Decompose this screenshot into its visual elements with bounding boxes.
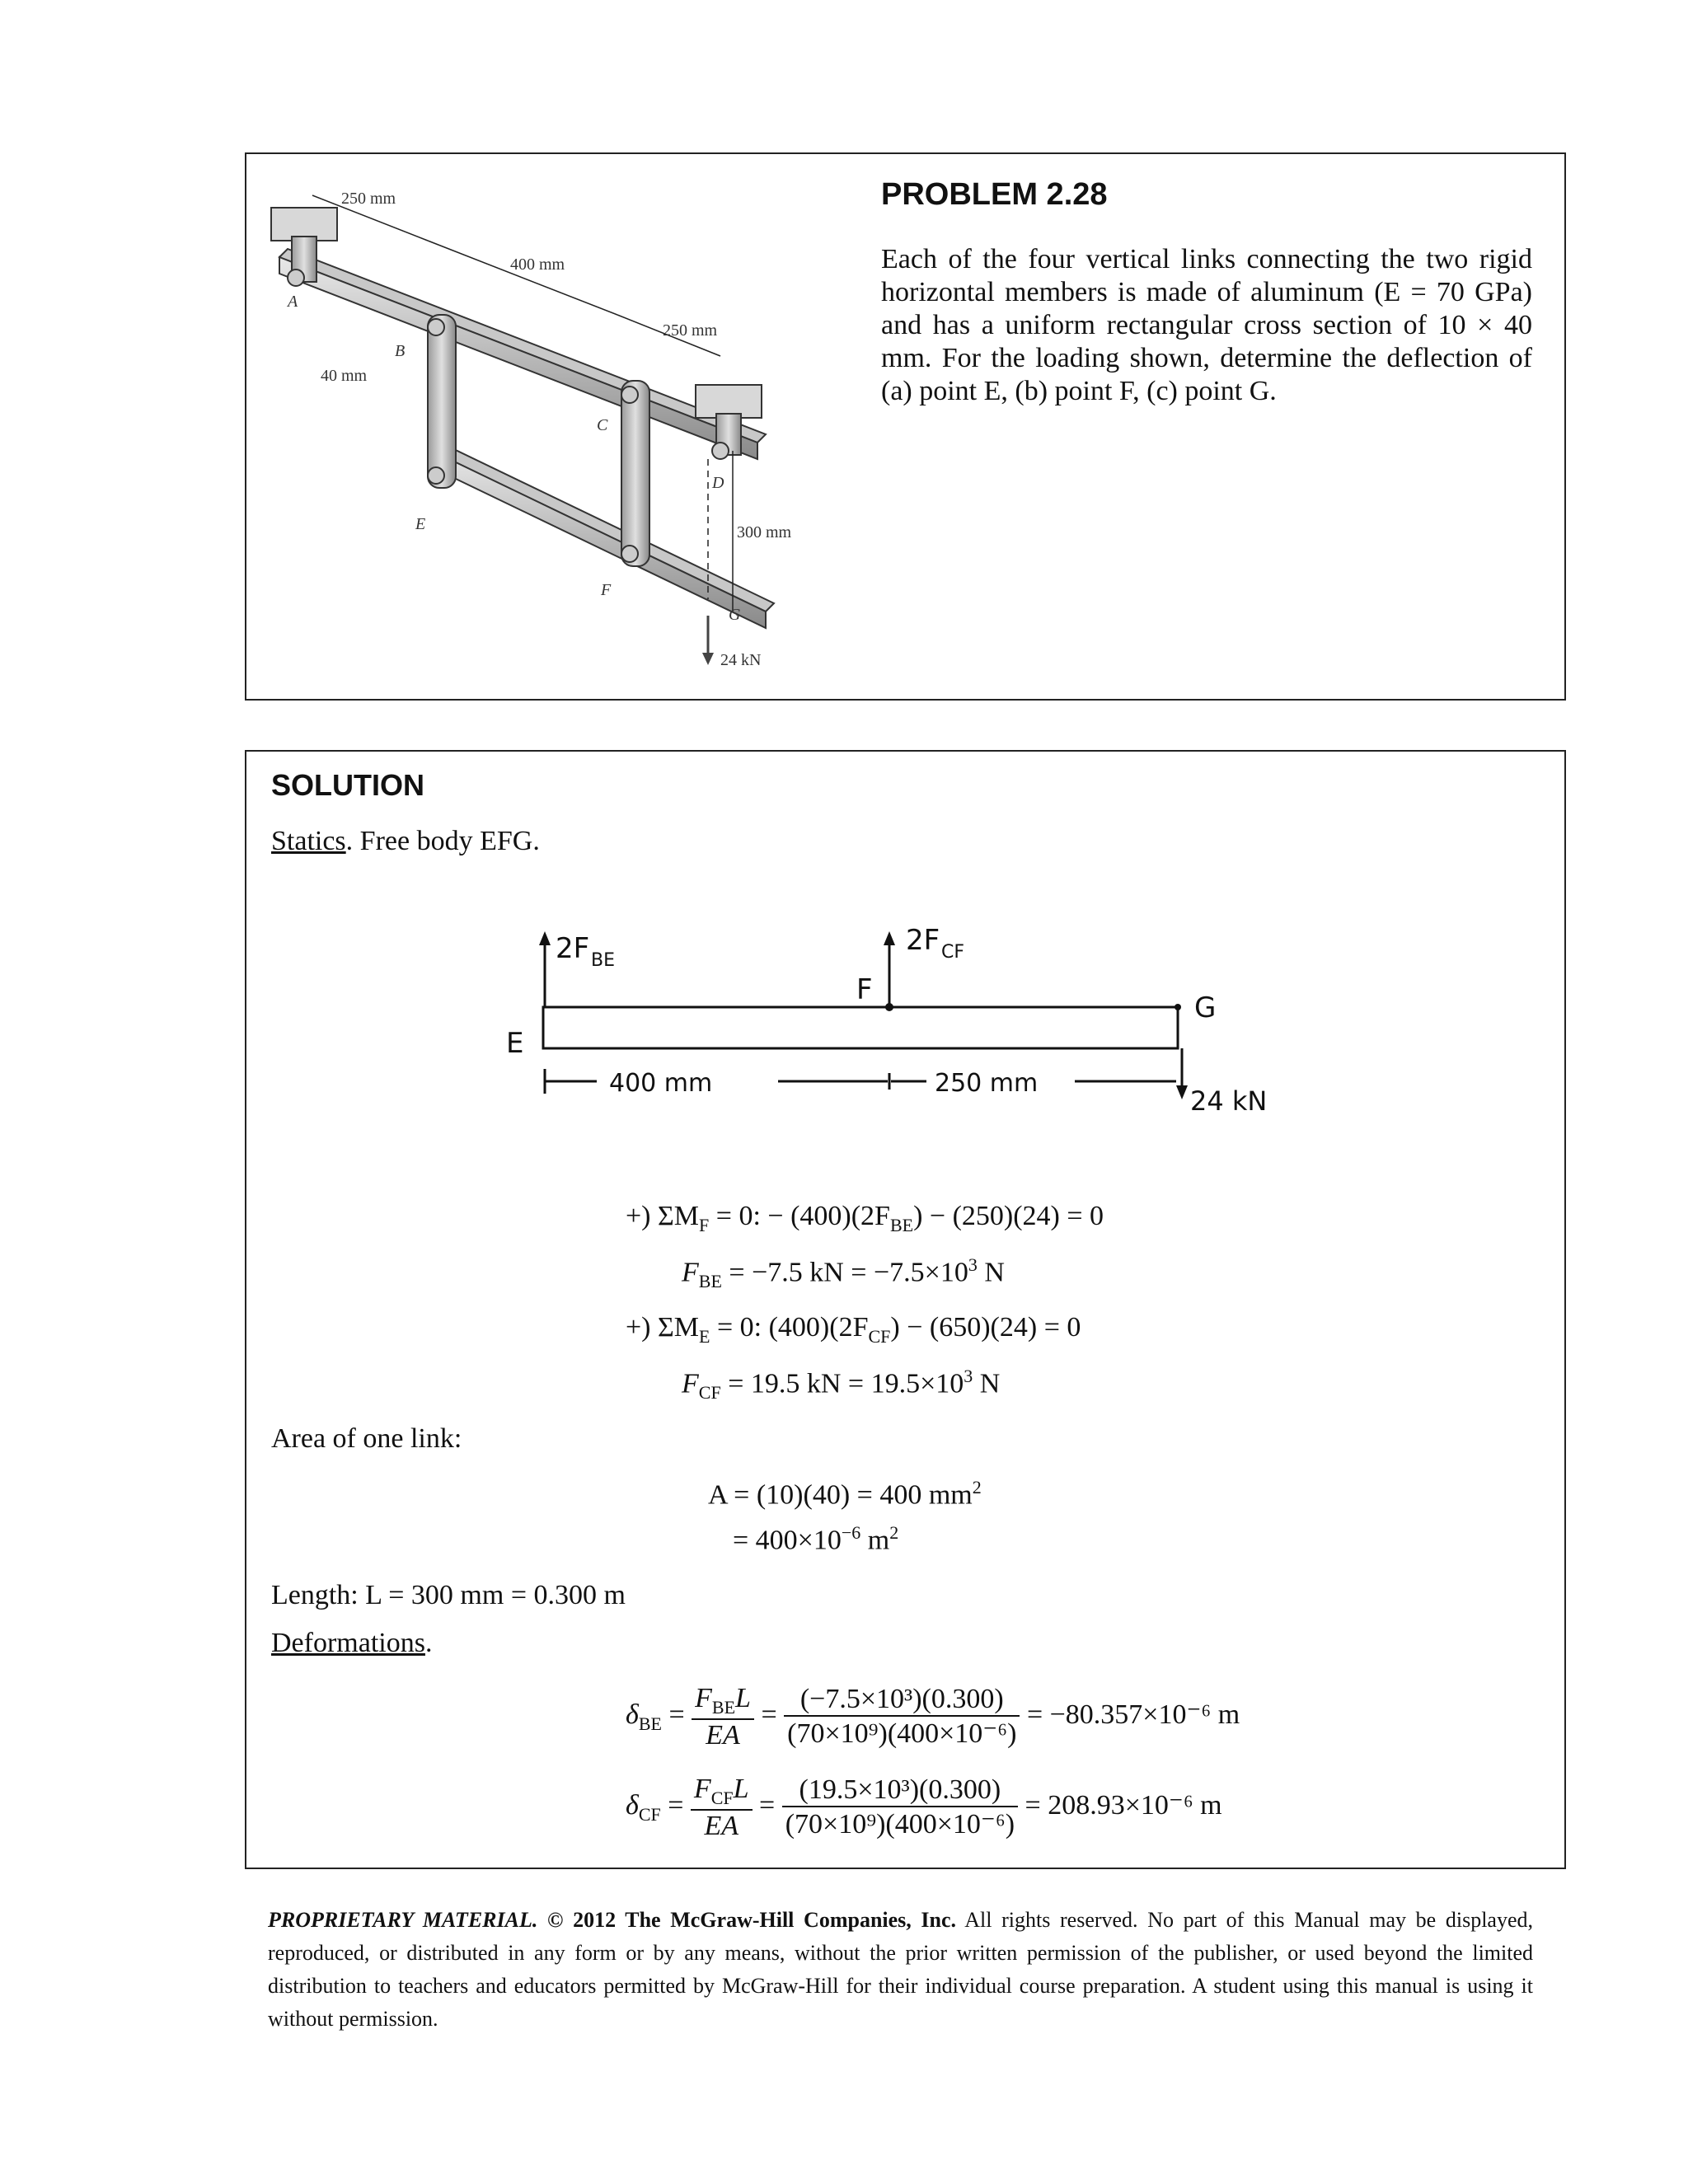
eq1-rest-sub: BE <box>889 1214 914 1235</box>
area-eq2-a: = 400×10 <box>733 1525 842 1556</box>
area-eq2-b: m <box>860 1525 890 1556</box>
eq2-sub: BE <box>698 1271 722 1292</box>
delta-be-eq: $\delta_{BE}$ = $\frac{F_{BE}L}{EA}$ = $\frac{\text{(−7.5×10³)(0.300)}}{\text{(70×10⁹)(400×10⁻⁶)}}$ = −80.357×10⁻⁶ m <box>626 1683 1240 1750</box>
dcf-frac-2 <box>782 1774 1018 1840</box>
link-be <box>428 315 456 488</box>
solution-box <box>245 750 1566 1869</box>
fig-load: 24 kN <box>720 651 762 669</box>
dcf-frac-1 <box>691 1774 753 1842</box>
dbe-f2-num: (−7.5×10³)(0.300) <box>784 1684 1020 1717</box>
fbd-label-g: G <box>1194 991 1217 1024</box>
problem-statement <box>881 243 1532 408</box>
length-line: Length: L = 300 mm = 0.300 m <box>271 1580 626 1610</box>
dbe-lhs: δ <box>626 1699 639 1731</box>
fig-dim-250-right: 250 mm <box>663 321 718 340</box>
eq1-lhs: +) ΣM <box>626 1201 700 1231</box>
deformations-line <box>271 1628 432 1659</box>
copyright-footer <box>268 1904 1533 2036</box>
fig-dim-40: 40 mm <box>321 367 368 385</box>
fbd-load: 24 kN <box>1190 1085 1268 1117</box>
fbd-label-2fbe-sub: BE <box>591 950 615 971</box>
dcf-f1-num-sub: CF <box>710 1787 734 1808</box>
dbe-f1-num-tail: L <box>735 1683 751 1713</box>
deformations-heading: Deformations <box>271 1628 425 1658</box>
dcf-f2-den: (70×10⁹)(400×10⁻⁶) <box>785 1809 1015 1840</box>
dbe-f1-num: F <box>695 1683 712 1713</box>
force-be-result <box>682 1254 1005 1292</box>
dcf-result: = 208.93×10⁻⁶ m <box>1025 1790 1222 1821</box>
eq1-rest-a: = 0: − (400)(2F <box>709 1201 890 1231</box>
area-eq1-a: A = (10)(40) = 400 mm <box>708 1479 973 1511</box>
dcf-f1-den: EA <box>704 1810 738 1841</box>
eq2-b: = −7.5 kN = −7.5×10 <box>721 1257 968 1288</box>
linkage-figure <box>263 171 840 682</box>
dbe-f1-num-sub: BE <box>711 1696 736 1718</box>
solution-title: SOLUTION <box>271 768 424 802</box>
eq4-b: = 19.5 kN = 19.5×10 <box>720 1368 964 1399</box>
area-eq-1 <box>708 1477 982 1511</box>
fbd-label-e: E <box>506 1027 524 1060</box>
eq4-sub: CF <box>698 1382 721 1404</box>
dbe-lhs-sub: BE <box>638 1713 662 1734</box>
dcf-lhs-sub: CF <box>638 1804 661 1825</box>
dcf-lhs: δ <box>626 1790 639 1821</box>
eq4-a: F <box>682 1368 699 1399</box>
statics-rest: . Free body EFG. <box>345 826 540 856</box>
fbd-label-f: F <box>856 973 873 1006</box>
problem-title: PROBLEM 2.28 <box>881 177 1108 212</box>
area-label: Area of one link: <box>271 1423 462 1454</box>
problem-text-1: Each of the four vertical links connecting the two rigid horizontal members is made of aluminum <box>881 244 1532 307</box>
eq4-sup: 3 <box>964 1366 973 1386</box>
moment-eq-f <box>626 1201 1104 1236</box>
dcf-f2-num: (19.5×10³)(0.300) <box>782 1774 1018 1807</box>
footer-copyright: © 2012 The McGraw-Hill Companies, Inc. <box>547 1908 957 1932</box>
dbe-f2-den: (70×10⁹)(400×10⁻⁶) <box>787 1718 1017 1750</box>
fig-label-a: A <box>288 293 298 311</box>
fig-label-g: G <box>729 606 741 624</box>
area-eq-2 <box>733 1522 898 1556</box>
fig-label-d: D <box>712 474 724 492</box>
dbe-frac-1 <box>692 1683 754 1751</box>
fig-dim-400: 400 mm <box>510 255 565 274</box>
statics-line <box>271 826 540 857</box>
eq2-sup: 3 <box>968 1254 978 1275</box>
eq3-rest-b: ) − (650)(24) = 0 <box>890 1312 1081 1343</box>
eq2-c: N <box>977 1257 1005 1288</box>
fig-label-b: B <box>395 342 406 360</box>
footer-proprietary: PROPRIETARY MATERIAL. <box>268 1908 538 1932</box>
fig-dim-300: 300 mm <box>737 523 792 541</box>
fbd-label-2fbe: 2F <box>556 932 590 965</box>
eq4-c: N <box>973 1368 1001 1399</box>
fbd-label-2fcf-sub: CF <box>941 942 965 963</box>
fbd-beam <box>543 1007 1178 1048</box>
dcf-f1-num-tail: L <box>733 1774 749 1804</box>
eq3-rest-a: = 0: (400)(2F <box>710 1312 869 1343</box>
problem-text-e: (E = 70 GPa) <box>1374 277 1532 307</box>
fig-label-f: F <box>601 581 612 599</box>
problem-text-2: and has a uniform rectangular cross section of 10 × 40 mm. For the loading shown, determine the deflection of <box>881 310 1532 373</box>
area-eq1-sup: 2 <box>972 1477 982 1497</box>
free-body-diagram <box>494 925 1318 1139</box>
dbe-result: = −80.357×10⁻⁶ m <box>1026 1699 1240 1731</box>
link-cf <box>621 381 649 566</box>
fbd-label-2fcf: 2F <box>906 925 940 957</box>
dcf-f1-num: F <box>693 1774 711 1804</box>
dbe-frac-2 <box>784 1684 1020 1750</box>
eq3-rest-sub: CF <box>868 1325 891 1347</box>
moment-eq-e <box>626 1312 1081 1347</box>
dbe-f1-den: EA <box>706 1719 740 1750</box>
statics-heading: Statics <box>271 826 346 856</box>
area-eq2-sup2: 2 <box>889 1522 899 1543</box>
footer-text: All rights reserved. No part of this Manual may be displayed, reproduced, or distributed in any form or by any means, without the prior written permission of the publisher, or used beyond the limited distribution to teachers and educators permitted by McGraw-Hill for their individual course preparation. A student using this manual is using it without permission. <box>268 1908 1534 2031</box>
fbd-dim-250: 250 mm <box>935 1069 1039 1098</box>
fig-label-c: C <box>597 416 608 434</box>
deformations-dot: . <box>424 1628 433 1658</box>
fig-dim-250-left: 250 mm <box>341 190 396 208</box>
problem-text-parts: (a) point E, (b) point F, (c) point G. <box>881 376 1277 406</box>
eq1-rest-b: ) − (250)(24) = 0 <box>913 1201 1104 1231</box>
problem-box <box>245 152 1566 701</box>
area-eq2-sup: −6 <box>841 1522 861 1543</box>
fbd-dim-400: 400 mm <box>609 1069 713 1098</box>
eq1-sub: F <box>699 1214 710 1235</box>
eq3-sub: E <box>699 1325 710 1347</box>
eq2-a: F <box>682 1257 699 1288</box>
delta-cf-eq: $\delta_{CF}$ = $\frac{F_{CF}L}{EA}$ = $\frac{\text{(19.5×10³)(0.300)}}{\text{(70×10⁹)(400×10⁻⁶)}}$ = 208.93×10⁻⁶ m <box>626 1774 1222 1841</box>
fig-label-e: E <box>415 515 426 533</box>
force-cf-result <box>682 1366 1000 1404</box>
eq3-lhs: +) ΣM <box>626 1312 700 1343</box>
